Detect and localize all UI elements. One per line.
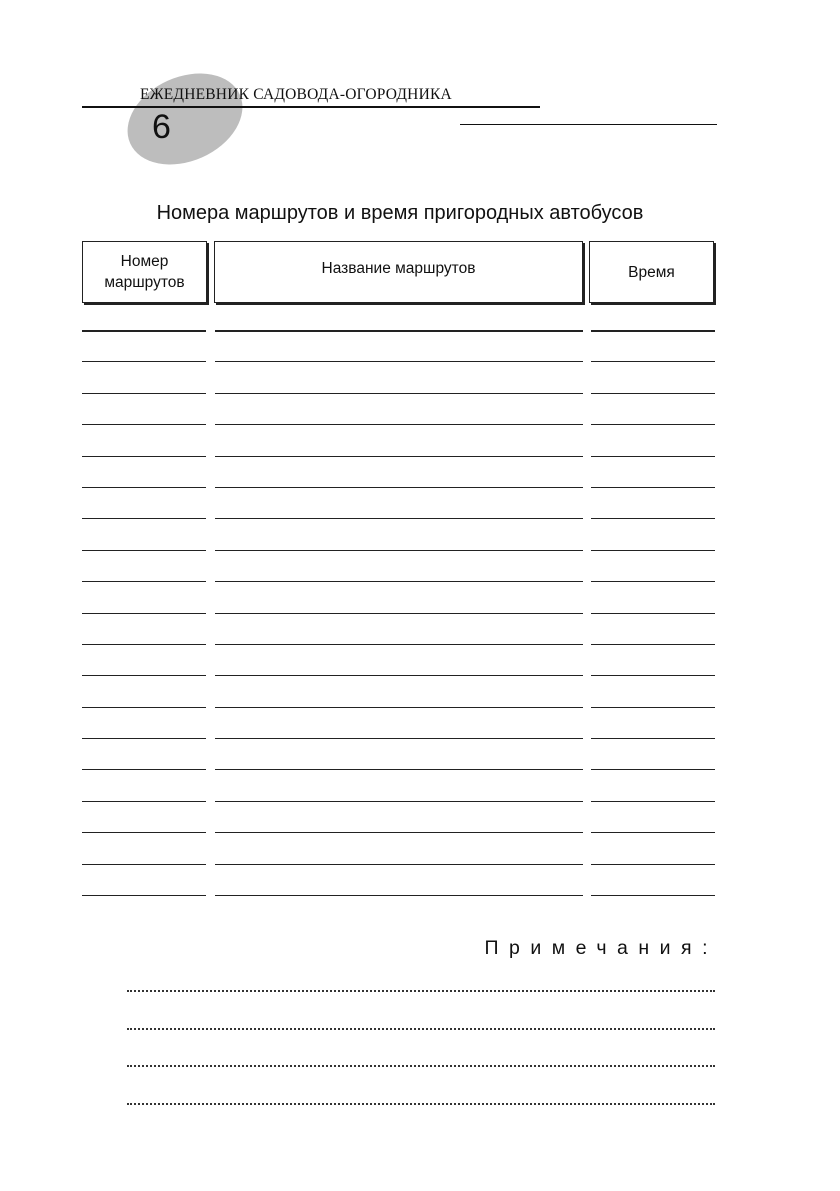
route-name-line[interactable] <box>215 487 583 488</box>
route-number-line[interactable] <box>82 550 206 551</box>
notes-line[interactable] <box>127 990 715 992</box>
column-header-route-number-line1: Номер <box>120 253 169 270</box>
time-line[interactable] <box>591 518 715 519</box>
route-number-line[interactable] <box>82 330 206 332</box>
route-number-line[interactable] <box>82 581 206 582</box>
route-name-line[interactable] <box>215 675 583 676</box>
column-header-route-name-label: Название маршрутов <box>321 259 476 277</box>
notes-line[interactable] <box>127 1028 715 1030</box>
route-number-line[interactable] <box>82 424 206 425</box>
route-name-line[interactable] <box>215 581 583 582</box>
time-line[interactable] <box>591 644 715 645</box>
route-name-line[interactable] <box>215 895 583 896</box>
time-line[interactable] <box>591 487 715 488</box>
route-number-line[interactable] <box>82 644 206 645</box>
route-number-line[interactable] <box>82 707 206 708</box>
notes-line[interactable] <box>127 1103 715 1105</box>
route-name-line[interactable] <box>215 801 583 802</box>
header-rule-right <box>460 124 717 125</box>
time-line[interactable] <box>591 707 715 708</box>
time-line[interactable] <box>591 456 715 457</box>
header-rule <box>82 106 540 108</box>
page-title: Номера маршрутов и время пригородных автобусов <box>156 202 644 224</box>
time-line[interactable] <box>591 613 715 614</box>
time-line[interactable] <box>591 832 715 833</box>
route-name-line[interactable] <box>215 424 583 425</box>
route-number-line[interactable] <box>82 456 206 457</box>
route-name-line[interactable] <box>215 769 583 770</box>
time-line[interactable] <box>591 738 715 739</box>
time-line[interactable] <box>591 550 715 551</box>
route-number-line[interactable] <box>82 675 206 676</box>
route-name-line[interactable] <box>215 456 583 457</box>
route-name-line[interactable] <box>215 644 583 645</box>
time-line[interactable] <box>591 769 715 770</box>
route-name-line[interactable] <box>215 330 583 332</box>
time-line[interactable] <box>591 424 715 425</box>
route-name-line[interactable] <box>215 864 583 865</box>
time-line[interactable] <box>591 801 715 802</box>
route-number-line[interactable] <box>82 769 206 770</box>
route-name-line[interactable] <box>215 361 583 362</box>
time-line[interactable] <box>591 864 715 865</box>
route-name-line[interactable] <box>215 550 583 551</box>
route-number-line[interactable] <box>82 361 206 362</box>
route-number-line[interactable] <box>82 738 206 739</box>
route-number-line[interactable] <box>82 518 206 519</box>
page-number: 6 <box>152 108 171 146</box>
route-name-line[interactable] <box>215 613 583 614</box>
route-name-line[interactable] <box>215 393 583 394</box>
column-header-route-number-line2: маршрутов <box>104 274 185 291</box>
page-number-badge <box>113 56 257 182</box>
route-name-line[interactable] <box>215 832 583 833</box>
route-number-line[interactable] <box>82 613 206 614</box>
route-number-line[interactable] <box>82 801 206 802</box>
column-header-route-name <box>214 241 583 303</box>
column-header-time <box>589 241 714 303</box>
time-line[interactable] <box>591 393 715 394</box>
route-number-line[interactable] <box>82 832 206 833</box>
time-line[interactable] <box>591 330 715 332</box>
notes-label: Примечания: <box>484 937 718 959</box>
notes-line[interactable] <box>127 1065 715 1067</box>
time-line[interactable] <box>591 675 715 676</box>
route-name-line[interactable] <box>215 518 583 519</box>
route-name-line[interactable] <box>215 707 583 708</box>
time-line[interactable] <box>591 895 715 896</box>
route-number-line[interactable] <box>82 393 206 394</box>
route-number-line[interactable] <box>82 895 206 896</box>
route-number-line[interactable] <box>82 487 206 488</box>
time-line[interactable] <box>591 361 715 362</box>
route-number-line[interactable] <box>82 864 206 865</box>
column-header-time-label: Время <box>628 263 675 281</box>
running-head: ЕЖЕДНЕВНИК САДОВОДА-ОГОРОДНИКА <box>140 86 452 103</box>
column-header-route-number <box>82 241 207 303</box>
time-line[interactable] <box>591 581 715 582</box>
route-name-line[interactable] <box>215 738 583 739</box>
